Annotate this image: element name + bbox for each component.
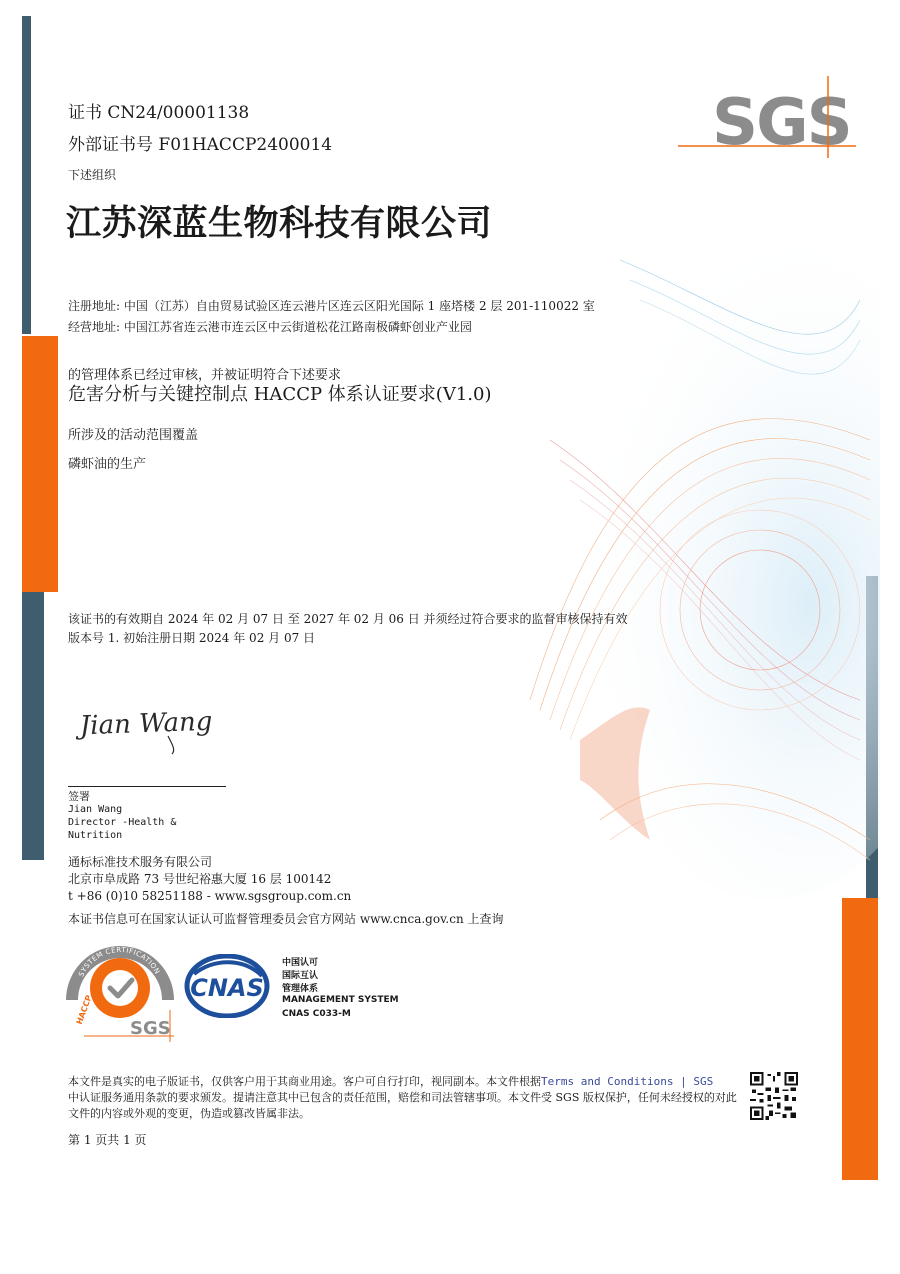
svg-text:HACCP: HACCP — [74, 994, 94, 1026]
guilloche-watermark — [520, 140, 880, 960]
version-info: 版本号 1. 初始注册日期 2024 年 02 月 07 日 — [68, 631, 316, 645]
organization-label: 下述组织 — [68, 168, 117, 182]
organization-name: 江苏深蓝生物科技有限公司 — [66, 204, 493, 244]
sgs-logo — [678, 72, 856, 158]
qr-code — [750, 1072, 798, 1120]
scope-label: 所涉及的活动范围覆盖 — [68, 428, 199, 443]
left-accent-bar-orange — [22, 336, 58, 592]
scope-value: 磷虾油的生产 — [68, 457, 147, 472]
verification-note: 本证书信息可在国家认证认可监督管理委员会官方网站 www.cnca.gov.cn 上查询 — [68, 912, 504, 926]
left-accent-bar-bottom — [22, 592, 44, 860]
certification-standard: 危害分析与关键控制点 HACCP 体系认证要求(V1.0) — [68, 384, 492, 405]
management-system-statement: 的管理体系已经过审核，并被证明符合下述要求 — [68, 368, 342, 383]
external-certificate-number: 外部证书号 F01HACCP2400014 — [68, 135, 333, 155]
svg-text:SGS: SGS — [130, 1018, 171, 1039]
left-accent-bar-top — [22, 16, 31, 334]
signature-line — [68, 786, 226, 787]
registered-address: 注册地址: 中国（江苏）自由贸易试验区连云港片区连云区阳光国际 1 座塔楼 2 层 201-110022 室 — [68, 299, 595, 313]
signature-label: 签署 — [68, 790, 90, 803]
signer-name: Jian Wang — [68, 804, 123, 815]
issuer-address: 北京市阜成路 73 号世纪裕惠大厦 16 层 100142 — [68, 872, 332, 886]
cnas-text-line: 管理体系 — [282, 984, 319, 994]
cnas-text-line: 中国认可 — [282, 958, 319, 968]
certificate-number: 证书 CN24/00001138 — [68, 103, 250, 123]
sgs-logo-text: SGS — [712, 86, 851, 158]
issuer-company: 通标标准技术服务有限公司 — [68, 855, 213, 869]
disclaimer-text-cont: 中认证服务通用条款的要求颁发。提请注意其中已包含的责任范围，赔偿和司法管辖事项。本文件受 SGS 版权保护，任何未经授权的对此文件的内容或外观的变更，伪造或篡改皆属非法。 — [68, 1091, 737, 1120]
handwritten-signature — [76, 702, 216, 758]
haccp-certification-logo — [64, 930, 176, 1042]
disclaimer-text: 本文件是真实的电子版证书，仅供客户用于其商业用途。客户可自行打印，视同副本。本文件根据 — [68, 1075, 541, 1088]
svg-text:CNAS: CNAS — [190, 974, 264, 1002]
svg-text:SYSTEM CERTIFICATION: SYSTEM CERTIFICATION — [77, 945, 162, 979]
svg-text:Jian Wang: Jian Wang — [79, 706, 213, 742]
page-number: 第 1 页共 1 页 — [68, 1133, 147, 1147]
disclaimer — [68, 1074, 740, 1122]
validity-period: 该证书的有效期自 2024 年 02 月 07 日 至 2027 年 02 月 06 日 并须经过符合要求的监督审核保持有效 — [68, 612, 628, 626]
cnas-logo — [184, 954, 270, 1018]
cnas-text-line: 国际互认 — [282, 971, 319, 981]
terms-link[interactable]: Terms and Conditions | SGS — [541, 1075, 714, 1088]
cnas-accreditation-number: CNAS C033-M — [282, 1009, 351, 1019]
signer-title: Director -Health & — [68, 817, 177, 828]
signer-title-cont: Nutrition — [68, 830, 123, 841]
issuer-contact: t +86 (0)10 58251188 - www.sgsgroup.com.cn — [68, 889, 352, 903]
operating-address: 经营地址: 中国江苏省连云港市连云区中云街道松花江路南极磷虾创业产业园 — [68, 320, 472, 334]
cnas-management-system: MANAGEMENT SYSTEM — [282, 995, 399, 1005]
